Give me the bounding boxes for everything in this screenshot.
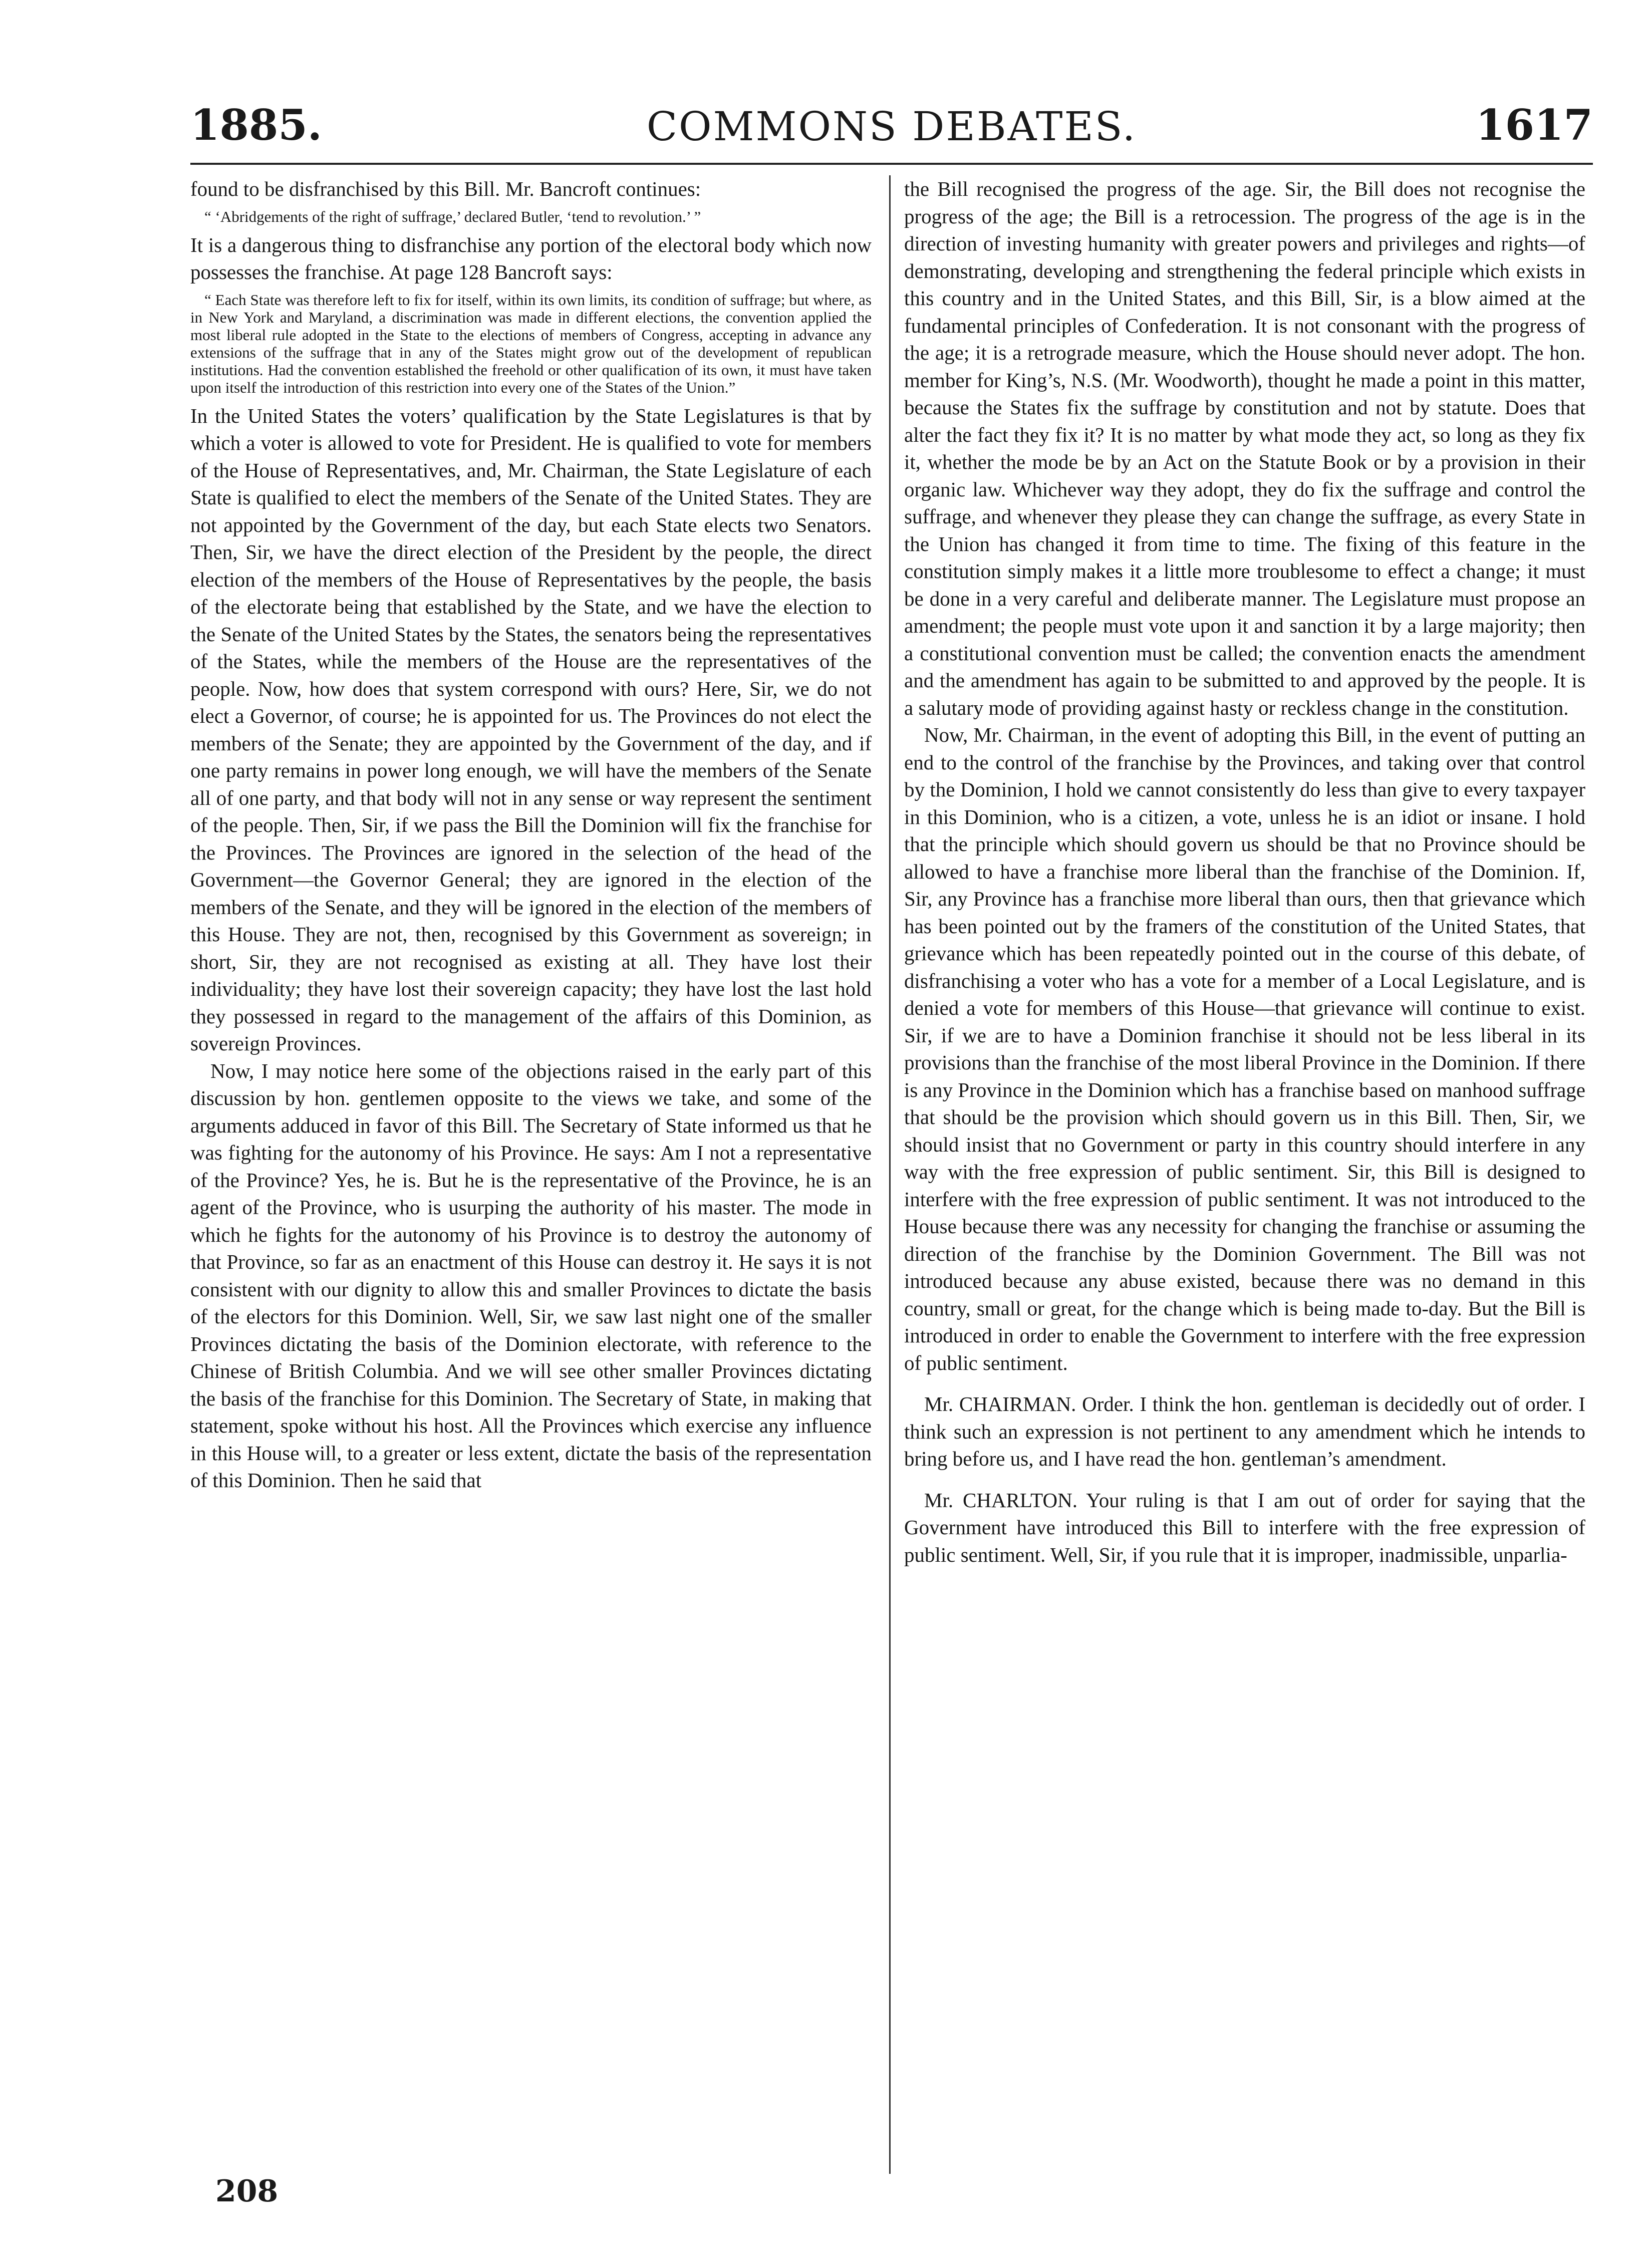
document-page (190, 100, 1593, 2219)
text-columns (190, 175, 1593, 2189)
left-quote-1: “ ‘Abridgements of the right of suffrage,’ declared Butler, ‘tend to revolution.’ ” (204, 207, 701, 225)
header-year: 1885. (190, 100, 323, 150)
right-column (904, 175, 1585, 2189)
speaker-chairman: Mr. CHAIRMAN. Order. I think the hon. gentleman is decidedly out of order. I think such an expression is not pertinent to any amendment which he intends to bring before us, and I have read the hon. gentleman’s amendment. (904, 1392, 1585, 1470)
right-para-2: Now, Mr. Chairman, in the event of adopting this Bill, in the event of putting an end to the control of the franchise by the Provinces, and taking over that control by the Dominion, I hold we cannot consistently do less than give to every taxpayer in this Dominion, who is a citizen, a vote, unless he is an idiot or insane. I hold that the principle which should govern us should be that no Province should be allowed to have a franchise more liberal than the franchise of the Dominion. If, Sir, any Province has a franchise more liberal than ours, then that grievance which has been pointed out by the framers of the constitution of the United States, that grievance which has been repeatedly pointed out in the course of this debate, of disfranchising a voter who has a vote for a member of a Local Legislature, and is denied a vote for members of this House—that grievance will continue to exist. Sir, if we are to have a Dominion franchise it should not be less liberal in its provisions than the franchise of the most liberal Province in the Dominion. If there is any Province in the Dominion which has a franchise based on manhood suffrage that should be the provision which should govern us in this Bill. Then, Sir, we should insist that no Government or party in this country should interfere in any way with the free expression of public sentiment. Sir, this Bill is designed to interfere with the free expression of public sentiment. It was not introduced to the House because there was any necessity for changing the franchise or assuming the direction of the franchise by the Dominion Government. The Bill was not introduced because any abuse existed, because there was no demand in this country, small or great, for the change which is being made to-day. But the Bill is introduced in order to enable the Government to interfere with the free expression of public sentiment. (904, 723, 1585, 1374)
page-header (190, 100, 1593, 160)
column-divider (889, 175, 891, 2174)
signature-mark: 208 (215, 2174, 279, 2209)
header-page-number: 1617 (1476, 100, 1593, 150)
speaker-charlton: Mr. CHARLTON. Your ruling is that I am out of order for saying that the Government have introduced this Bill to interfere with the free expression of public sentiment. Well, Sir, if you rule that it is improper, inadmissible, unparlia- (904, 1488, 1585, 1566)
header-rule (190, 163, 1593, 165)
left-column (190, 175, 872, 2189)
left-para-4: Now, I may notice here some of the objections raised in the early part of this discussion by hon. gentlemen opposite to the views we take, and some of the arguments adduced in favor of this Bill. The Secretary of State informed us that he was fighting for the autonomy of his Province. He says: Am I not a representative of the Province? Yes, he is. But he is the representative of the Province, he is an agent of the Province, who is usurping the authority of his master. The mode in which he fights for the autonomy of his Province is to destroy the autonomy of that Province, so far as an enactment of this House can destroy it. He says it is not consistent with our dignity to allow this and smaller Provinces to dictate the basis of the electors for this Dominion. Well, Sir, we saw last night one of the smaller Provinces dictating the basis of the Dominion electorate, with reference to the Chinese of British Columbia. And we will see other smaller Provinces dictating the basis of the franchise for this Dominion. The Secretary of State, in making that statement, spoke without his host. All the Provinces which exercise any influence in this House will, to a greater or less extent, dictate the basis of the representation of this Dominion. Then he said that (190, 1059, 872, 1492)
right-para-1: the Bill recognised the progress of the age. Sir, the Bill does not recognise the progress of the age; the Bill is a retrocession. The progress of the age is in the direction of investing humanity with greater powers and privileges and rights—of demonstrating, developing and strengthening the federal principle which exists in this country and in the United States, and this Bill, Sir, is a blow aimed at the fundamental principles of Confederation. It is not consonant with the progress of the age; it is a retrograde measure, which the House should never adopt. The hon. member for King’s, N.S. (Mr. Woodworth), thought he made a point in this matter, because the States fix the suffrage by constitution and not by statute. Does that alter the fact they fix it? It is no matter by what mode they act, so long as they fix it, whether the mode be by an Act on the Statute Book or by a provision in their organic law. Whichever way they adopt, they do fix the suffrage and control the suffrage, and whenever they please they can change the suffrage, as every State in the Union has changed it from time to time. The fixing of this feature in the constitution simply makes it a little more troublesome to effect a change; it must be done in a very careful and deliberate manner. The Legislature must propose an amendment; the people must vote upon it and sanction it by a large majority; then a constitutional convention must be called; the convention enacts the amendment and the amendment has again to be submitted to and approved by the people. It is a salutary mode of providing against hasty or reckless change in the constitution. (904, 177, 1585, 719)
left-para-2: It is a dangerous thing to disfranchise any portion of the electoral body which now possesses the franchise. At page 128 Bancroft says: (190, 233, 872, 284)
left-para-1: found to be disfranchised by this Bill. Mr. Bancroft continues: (190, 177, 701, 200)
left-quote-2: “ Each State was therefore left to fix for itself, within its own limits, its condition of suffrage; but where, as in New York and Maryland, a discrimination was made in different elections, the convention applied the most liberal rule adopted in the State to the elections of members of Congress, accepting in advance any extensions of the suffrage that in any of the States might grow out of the development of republican institutions. Had the convention established the freehold or other qualification of its own, it must have taken upon itself the introduction of this restriction into every one of the States of the Union.” (190, 291, 872, 396)
header-title: COMMONS DEBATES. (646, 103, 1137, 150)
left-para-3: In the United States the voters’ qualification by the State Legislatures is that by which a voter is allowed to vote for President. He is qualified to vote for members of the House of Representatives, and, Mr. Chairman, the State Legislature of each State is qualified to elect the members of the Senate of the United States. They are not appointed by the Government of the day, but each State elects two Senators. Then, Sir, we have the direct election of the President by the people, the direct election of the members of the House of Representatives by the people, the basis of the electorate being that established by the State, and we have the election to the Senate of the United States by the States, the senators being the representatives of the States, while the members of the House are the representatives of the people. Now, how does that system correspond with ours? Here, Sir, we do not elect a Governor, of course; he is appointed for us. The Provinces do not elect the members of the Senate; they are appointed by the Government of the day, and if one party remains in power long enough, we will have the members of the Senate all of one party, and that body will not in any sense or way represent the sentiment of the people. Then, Sir, if we pass the Bill the Dominion will fix the franchise for the Provinces. The Provinces are ignored in the selection of the head of the Government—the Governor General; they are ignored in the election of the members of the Senate, and they will be ignored in the election of the members of this House. They are not, then, recognised by this Government as sovereign; in short, Sir, they are not recognised as existing at all. They have lost their individuality; they have lost their sovereign capacity; they have lost the last hold they possessed in regard to the management of the affairs of this Dominion, as sovereign Provinces. (190, 404, 872, 1055)
